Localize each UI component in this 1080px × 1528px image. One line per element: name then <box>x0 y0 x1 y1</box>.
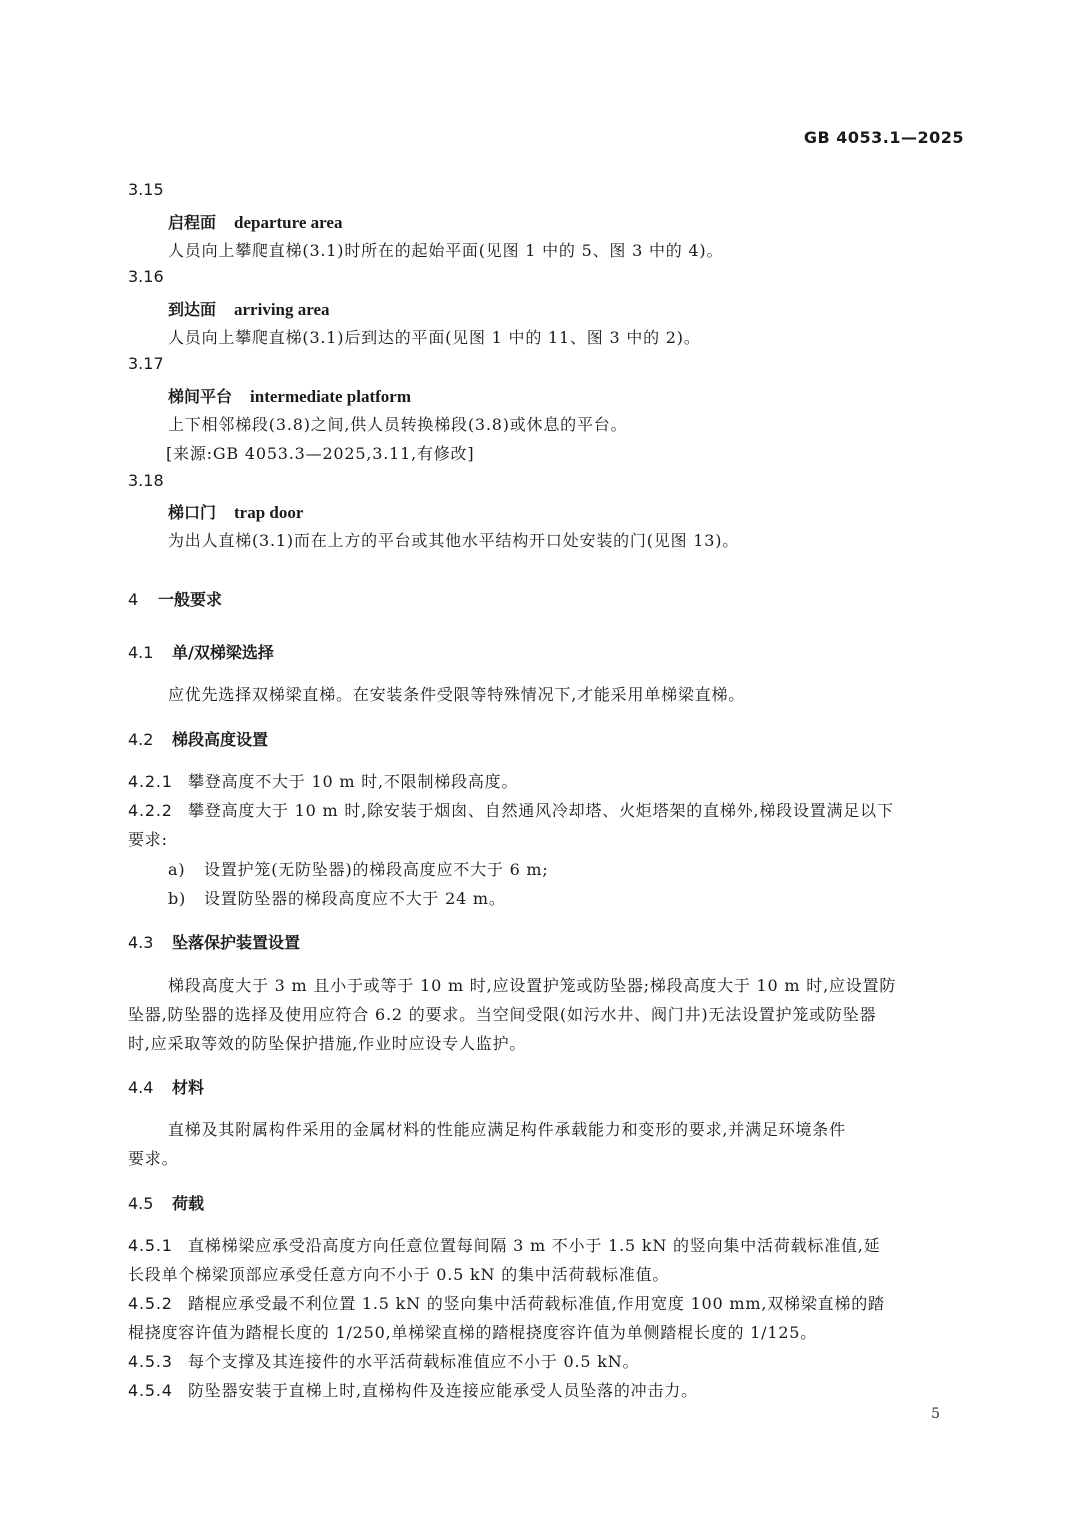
clause <box>128 1233 881 1256</box>
list-marker: b) <box>168 889 187 908</box>
subsection-number: 4.5 <box>128 1194 154 1213</box>
subsection-number: 4.4 <box>128 1078 154 1097</box>
subsection-title: 坠落保护装置设置 <box>172 933 301 952</box>
clause-text-continued: 长段单个梯梁顶部应承受任意方向不小于 0.5 kN 的集中活荷载标准值。 <box>128 1265 670 1284</box>
paragraph-line: 要求。 <box>128 1149 179 1168</box>
term-title <box>168 297 330 320</box>
clause-text-continued: 要求: <box>128 830 168 849</box>
subsection-title: 荷载 <box>172 1194 205 1213</box>
subsection-heading <box>128 930 300 953</box>
clause <box>128 798 894 821</box>
paragraph-line: 梯段高度大于 3 m 且小于或等于 10 m 时,应设置护笼或防坠器;梯段高度大于 10 m 时,应设置防 <box>168 976 897 995</box>
clause <box>128 1291 885 1314</box>
clause-text-continued: 棍挠度容许值为踏棍长度的 1/250,单梯梁直梯的踏棍挠度容许值为单侧踏棍长度的 1/125。 <box>128 1323 818 1342</box>
term-source: [来源:GB 4053.3—2025,3.11,有修改] <box>166 444 475 463</box>
term-definition: 为出人直梯(3.1)而在上方的平台或其他水平结构开口处安装的门(见图 13)。 <box>168 531 740 550</box>
standard-number: GB 4053.1—2025 <box>803 128 964 147</box>
paragraph-line: 直梯及其附属构件采用的金属材料的性能应满足构件承载能力和变形的要求,并满足环境条件 <box>168 1120 846 1139</box>
term-number: 3.15 <box>128 180 164 199</box>
page-number: 5 <box>931 1406 940 1422</box>
term-title <box>168 500 303 523</box>
subsection-heading <box>128 1075 204 1098</box>
list-text: 设置护笼(无防坠器)的梯段高度应不大于 6 m; <box>204 860 549 879</box>
term-number: 3.18 <box>128 471 164 490</box>
clause-number: 4.2.2 <box>128 801 173 820</box>
paragraph: 应优先选择双梯梁直梯。在安装条件受限等特殊情况下,才能采用单梯梁直梯。 <box>168 685 746 704</box>
list-marker: a) <box>168 860 186 879</box>
clause <box>128 1349 639 1372</box>
subsection-number: 4.1 <box>128 643 154 662</box>
clause-number: 4.2.1 <box>128 772 173 791</box>
subsection-heading <box>128 727 268 750</box>
subsection-heading <box>128 1191 204 1214</box>
section-title: 一般要求 <box>158 590 223 609</box>
term-en: departure area <box>234 213 343 232</box>
term-zh: 启程面 <box>168 213 217 232</box>
term-zh: 到达面 <box>168 300 217 319</box>
clause-text: 每个支撑及其连接件的水平活荷载标准值应不小于 0.5 kN。 <box>188 1352 640 1371</box>
clause-text: 攀登高度不大于 10 m 时,不限制梯段高度。 <box>188 772 519 791</box>
clause-number: 4.5.1 <box>128 1236 173 1255</box>
clause-number: 4.5.3 <box>128 1352 173 1371</box>
section-number: 4 <box>128 590 139 609</box>
term-zh: 梯间平台 <box>168 387 233 406</box>
paragraph-line: 时,应采取等效的防坠保护措施,作业时应设专人监护。 <box>128 1034 527 1053</box>
term-definition: 人员向上攀爬直梯(3.1)后到达的平面(见图 1 中的 11、图 3 中的 2)。 <box>168 328 701 347</box>
list-text: 设置防坠器的梯段高度应不大于 24 m。 <box>204 889 506 908</box>
term-en: intermediate platform <box>250 387 411 406</box>
subsection-title: 单/双梯梁选择 <box>172 643 274 662</box>
clause-number: 4.5.2 <box>128 1294 173 1313</box>
term-number: 3.17 <box>128 354 164 373</box>
clause <box>128 1378 698 1401</box>
paragraph-line: 坠器,防坠器的选择及使用应符合 6.2 的要求。当空间受限(如污水井、阀门井)无法设置护笼或防坠器 <box>128 1005 877 1024</box>
clause-text: 踏棍应承受最不利位置 1.5 kN 的竖向集中活荷载标准值,作用宽度 100 mm,双梯梁直梯的踏 <box>188 1294 885 1313</box>
term-number: 3.16 <box>128 267 164 286</box>
clause <box>128 769 518 792</box>
term-zh: 梯口门 <box>168 503 217 522</box>
subsection-heading <box>128 640 274 663</box>
clause-text: 直梯梯梁应承受沿高度方向任意位置每间隔 3 m 不小于 1.5 kN 的竖向集中活荷载标准值,延 <box>188 1236 881 1255</box>
term-definition: 上下相邻梯段(3.8)之间,供人员转换梯段(3.8)或休息的平台。 <box>168 415 628 434</box>
term-title <box>168 210 342 233</box>
clause-text: 防坠器安装于直梯上时,直梯构件及连接应能承受人员坠落的冲击力。 <box>188 1381 698 1400</box>
subsection-title: 梯段高度设置 <box>172 730 269 749</box>
list-item <box>168 886 506 909</box>
clause-text: 攀登高度大于 10 m 时,除安装于烟囱、自然通风冷却塔、火炬塔架的直梯外,梯段设置满足以下 <box>188 801 894 820</box>
term-en: arriving area <box>234 300 330 319</box>
list-item <box>168 857 549 880</box>
clause-number: 4.5.4 <box>128 1381 173 1400</box>
subsection-number: 4.2 <box>128 730 154 749</box>
subsection-number: 4.3 <box>128 933 154 952</box>
term-definition: 人员向上攀爬直梯(3.1)时所在的起始平面(见图 1 中的 5、图 3 中的 4)。 <box>168 241 724 260</box>
section-heading <box>128 587 222 610</box>
subsection-title: 材料 <box>172 1078 205 1097</box>
term-en: trap door <box>234 503 304 522</box>
term-title <box>168 384 411 407</box>
